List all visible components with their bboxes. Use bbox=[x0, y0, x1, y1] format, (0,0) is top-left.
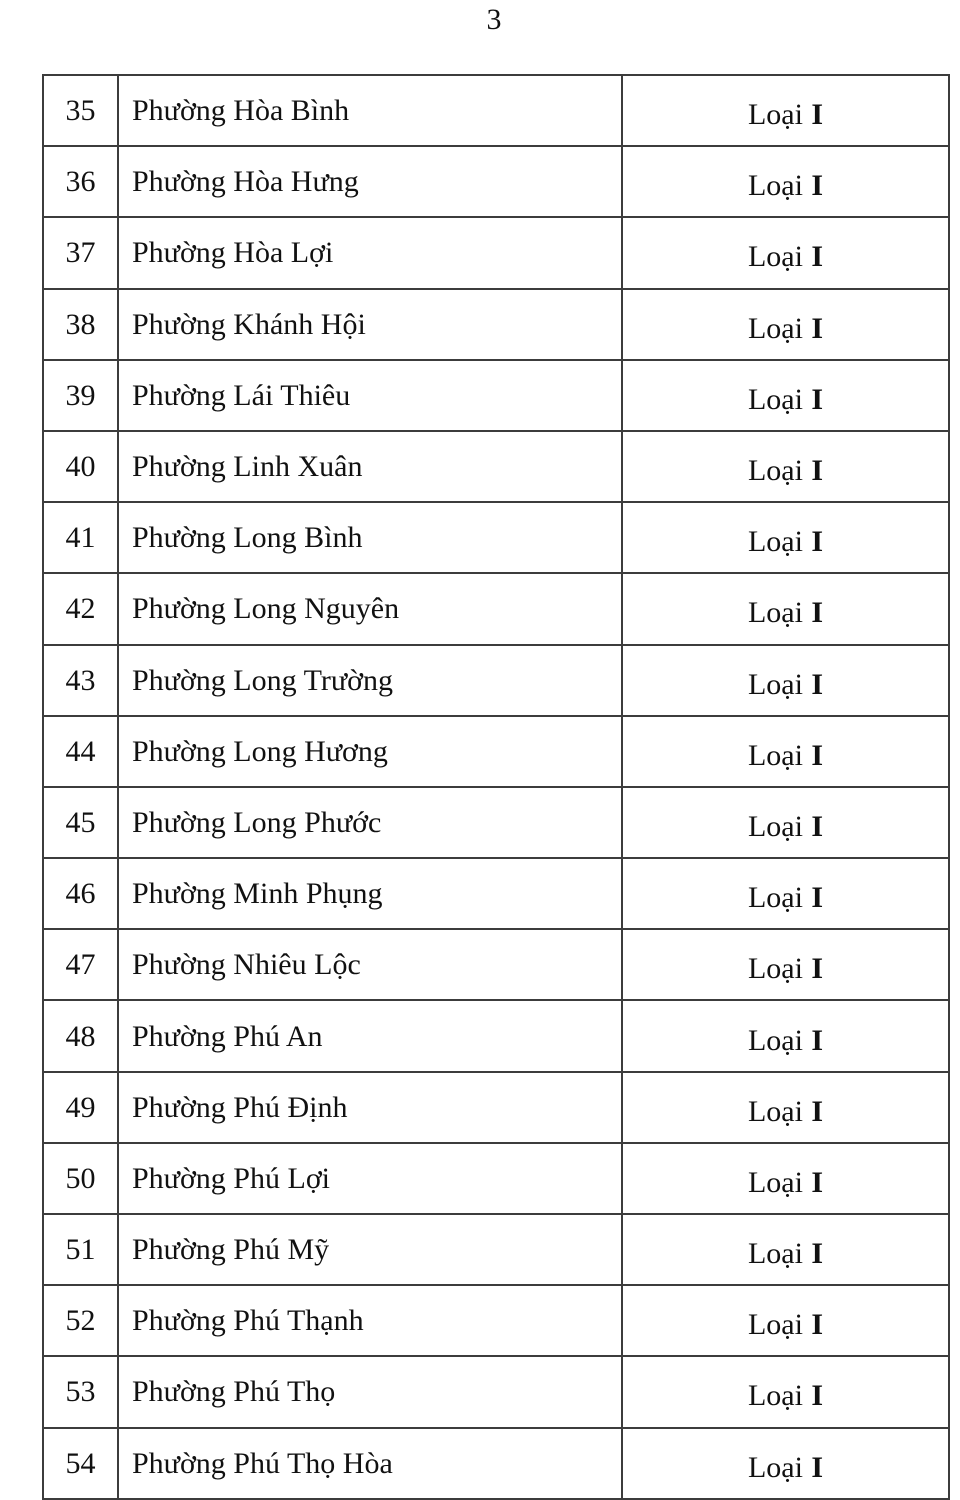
classification bbox=[748, 1166, 823, 1199]
classification-cell bbox=[622, 75, 949, 146]
classification-label: Loại bbox=[747, 1094, 803, 1128]
ward-name: Phường Minh Phụng bbox=[118, 858, 622, 929]
row-ordinal: 37 bbox=[43, 217, 118, 288]
row-ordinal: 46 bbox=[43, 858, 118, 929]
table-row bbox=[43, 1143, 949, 1214]
classification-value: I bbox=[811, 1165, 824, 1199]
ward-name: Phường Phú Thạnh bbox=[118, 1285, 622, 1356]
table-row bbox=[43, 1285, 949, 1356]
classification bbox=[748, 240, 823, 273]
classification-label: Loại bbox=[747, 1165, 803, 1199]
row-ordinal: 54 bbox=[43, 1428, 118, 1499]
ward-name: Phường Phú Mỹ bbox=[118, 1214, 622, 1285]
ward-name: Phường Phú Thọ bbox=[118, 1356, 622, 1427]
table-row bbox=[43, 289, 949, 360]
row-ordinal: 39 bbox=[43, 360, 118, 431]
classification-label: Loại bbox=[747, 454, 803, 488]
classification-cell bbox=[622, 858, 949, 929]
classification bbox=[748, 1379, 823, 1412]
classification-value: I bbox=[811, 382, 824, 416]
row-ordinal: 35 bbox=[43, 75, 118, 146]
classification-label: Loại bbox=[747, 596, 803, 630]
classification-value: I bbox=[811, 881, 824, 915]
classification bbox=[748, 1308, 823, 1341]
classification bbox=[748, 952, 823, 985]
classification-cell bbox=[622, 1356, 949, 1427]
classification bbox=[748, 881, 823, 914]
row-ordinal: 36 bbox=[43, 146, 118, 217]
table-row bbox=[43, 360, 949, 431]
classification-cell bbox=[622, 217, 949, 288]
classification bbox=[748, 596, 823, 629]
ward-name: Phường Long Trường bbox=[118, 645, 622, 716]
classification-value: I bbox=[811, 596, 824, 630]
classification-value: I bbox=[811, 311, 824, 345]
table-row bbox=[43, 573, 949, 644]
table-row bbox=[43, 431, 949, 502]
ward-name: Phường Long Hương bbox=[118, 716, 622, 787]
ward-name: Phường Phú Lợi bbox=[118, 1143, 622, 1214]
classification-label: Loại bbox=[747, 881, 803, 915]
ward-name: Phường Long Phước bbox=[118, 787, 622, 858]
row-ordinal: 40 bbox=[43, 431, 118, 502]
row-ordinal: 38 bbox=[43, 289, 118, 360]
row-ordinal: 52 bbox=[43, 1285, 118, 1356]
classification-label: Loại bbox=[747, 98, 803, 132]
row-ordinal: 42 bbox=[43, 573, 118, 644]
classification bbox=[748, 169, 823, 202]
classification bbox=[748, 668, 823, 701]
table-body bbox=[43, 75, 949, 1499]
classification-value: I bbox=[811, 1023, 824, 1057]
classification-label: Loại bbox=[747, 667, 803, 701]
classification-value: I bbox=[811, 1237, 824, 1271]
classification-cell bbox=[622, 1214, 949, 1285]
classification-value: I bbox=[811, 525, 824, 559]
classification bbox=[748, 312, 823, 345]
table-row bbox=[43, 1072, 949, 1143]
table-row bbox=[43, 1428, 949, 1499]
table-row bbox=[43, 502, 949, 573]
row-ordinal: 41 bbox=[43, 502, 118, 573]
classification-label: Loại bbox=[747, 1023, 803, 1057]
classification-value: I bbox=[811, 454, 824, 488]
table-row bbox=[43, 716, 949, 787]
ward-name: Phường Phú An bbox=[118, 1000, 622, 1071]
classification bbox=[748, 525, 823, 558]
ward-classification-table bbox=[42, 74, 950, 1500]
classification bbox=[748, 454, 823, 487]
classification-cell bbox=[622, 929, 949, 1000]
classification bbox=[748, 1451, 823, 1484]
classification-value: I bbox=[811, 1094, 824, 1128]
classification-label: Loại bbox=[747, 1308, 803, 1342]
classification-value: I bbox=[811, 738, 824, 772]
classification-cell bbox=[622, 431, 949, 502]
classification-cell bbox=[622, 1428, 949, 1499]
table-row bbox=[43, 1356, 949, 1427]
table-row bbox=[43, 645, 949, 716]
table-row bbox=[43, 929, 949, 1000]
row-ordinal: 44 bbox=[43, 716, 118, 787]
classification-cell bbox=[622, 502, 949, 573]
classification bbox=[748, 98, 823, 131]
classification-label: Loại bbox=[747, 240, 803, 274]
classification bbox=[748, 1024, 823, 1057]
classification-label: Loại bbox=[747, 382, 803, 416]
classification-label: Loại bbox=[747, 1379, 803, 1413]
classification-cell bbox=[622, 146, 949, 217]
classification-label: Loại bbox=[747, 525, 803, 559]
classification-value: I bbox=[811, 1308, 824, 1342]
classification-cell bbox=[622, 360, 949, 431]
ward-name: Phường Hòa Lợi bbox=[118, 217, 622, 288]
ward-name: Phường Nhiêu Lộc bbox=[118, 929, 622, 1000]
row-ordinal: 45 bbox=[43, 787, 118, 858]
classification-cell bbox=[622, 1072, 949, 1143]
row-ordinal: 51 bbox=[43, 1214, 118, 1285]
classification-cell bbox=[622, 716, 949, 787]
classification-label: Loại bbox=[747, 809, 803, 843]
classification-cell bbox=[622, 787, 949, 858]
classification-value: I bbox=[811, 1379, 824, 1413]
row-ordinal: 43 bbox=[43, 645, 118, 716]
classification-cell bbox=[622, 289, 949, 360]
classification-cell bbox=[622, 573, 949, 644]
classification-label: Loại bbox=[747, 1450, 803, 1484]
classification-value: I bbox=[811, 667, 824, 701]
row-ordinal: 47 bbox=[43, 929, 118, 1000]
classification-value: I bbox=[811, 809, 824, 843]
page-number: 3 bbox=[486, 3, 502, 36]
classification-value: I bbox=[811, 1450, 824, 1484]
ward-name: Phường Long Nguyên bbox=[118, 573, 622, 644]
row-ordinal: 48 bbox=[43, 1000, 118, 1071]
classification bbox=[748, 739, 823, 772]
table-row bbox=[43, 1214, 949, 1285]
table-row bbox=[43, 75, 949, 146]
row-ordinal: 49 bbox=[43, 1072, 118, 1143]
classification-label: Loại bbox=[747, 169, 803, 203]
classification-cell bbox=[622, 1285, 949, 1356]
classification-cell bbox=[622, 645, 949, 716]
row-ordinal: 53 bbox=[43, 1356, 118, 1427]
table-row bbox=[43, 1000, 949, 1071]
classification-value: I bbox=[811, 952, 824, 986]
classification-label: Loại bbox=[747, 1237, 803, 1271]
classification bbox=[748, 810, 823, 843]
row-ordinal: 50 bbox=[43, 1143, 118, 1214]
table-row bbox=[43, 217, 949, 288]
ward-name: Phường Lái Thiêu bbox=[118, 360, 622, 431]
table-row bbox=[43, 146, 949, 217]
classification bbox=[748, 1095, 823, 1128]
ward-name: Phường Linh Xuân bbox=[118, 431, 622, 502]
ward-name: Phường Long Bình bbox=[118, 502, 622, 573]
table-row bbox=[43, 787, 949, 858]
classification-label: Loại bbox=[747, 738, 803, 772]
ward-name: Phường Hòa Bình bbox=[118, 75, 622, 146]
classification-cell bbox=[622, 1000, 949, 1071]
classification-value: I bbox=[811, 240, 824, 274]
classification-label: Loại bbox=[747, 952, 803, 986]
classification bbox=[748, 383, 823, 416]
ward-name: Phường Hòa Hưng bbox=[118, 146, 622, 217]
classification-value: I bbox=[811, 98, 824, 132]
ward-name: Phường Phú Thọ Hòa bbox=[118, 1428, 622, 1499]
classification-cell bbox=[622, 1143, 949, 1214]
table-row bbox=[43, 858, 949, 929]
classification bbox=[748, 1237, 823, 1270]
classification-value: I bbox=[811, 169, 824, 203]
ward-name: Phường Phú Định bbox=[118, 1072, 622, 1143]
classification-label: Loại bbox=[747, 311, 803, 345]
ward-name: Phường Khánh Hội bbox=[118, 289, 622, 360]
